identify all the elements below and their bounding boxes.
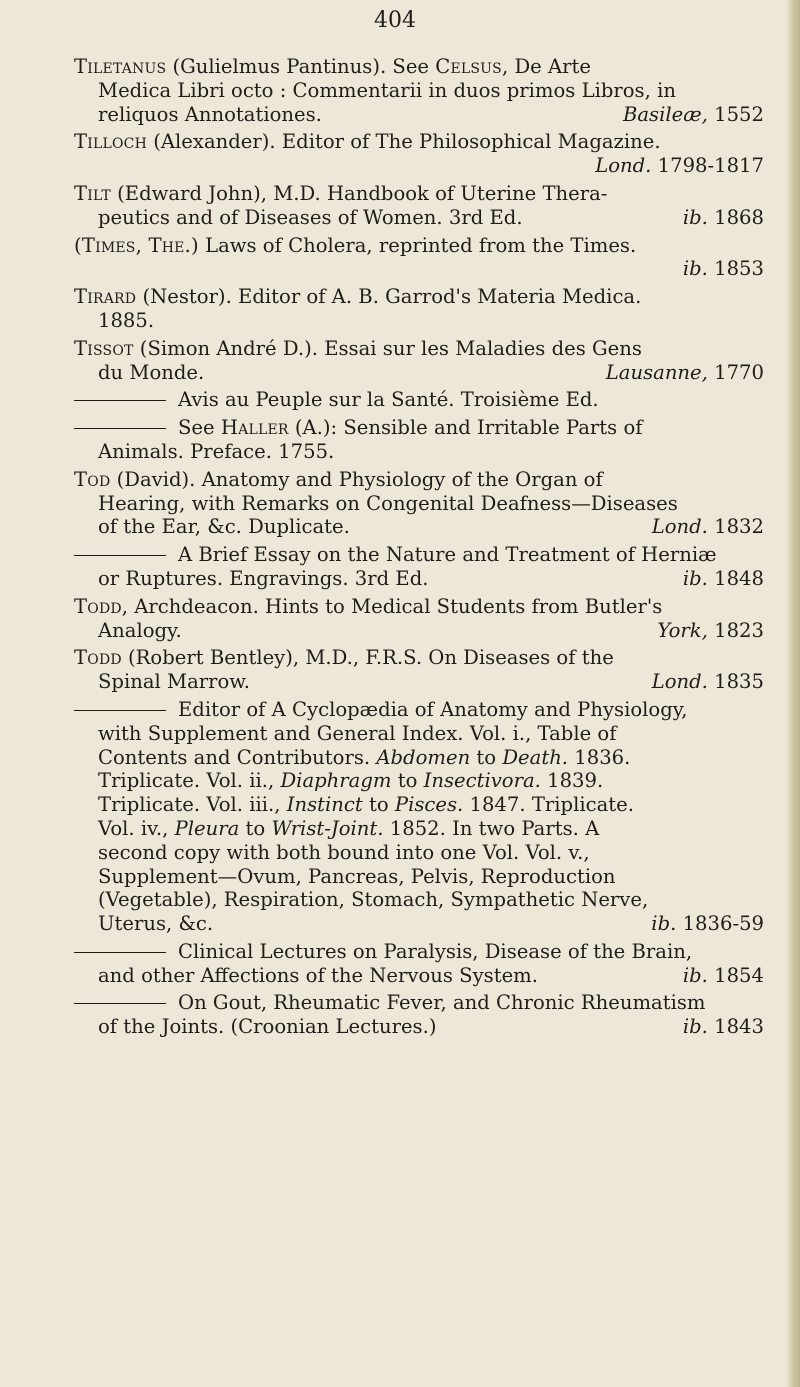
entry-todd-archdeacon [74,595,764,643]
entry-text: , [121,594,135,618]
entry-text: 1836. [574,745,631,769]
entry-head: Tod [74,467,111,491]
imprint-place: ib. [651,912,677,936]
entry-tissot-avis [74,388,764,412]
entry-text: of the Joints. (Croonian Lectures.) [98,1015,437,1039]
entry-text: 1839. [547,769,604,793]
entry-text: to [397,769,418,793]
entry-text: Abdomen [376,745,471,769]
entry-head: Todd [74,646,122,670]
entry-text: Vol. iv., [98,816,169,840]
imprint-year: 1823 [714,618,764,642]
entry-text: Laws of Cholera, reprinted from the Times. [205,233,637,257]
imprint-year: 1770 [714,360,764,384]
imprint-place: Lausanne, [605,360,708,384]
imprint-place: ib. [682,257,708,281]
entry-text: (Edward John), M.D. Handbook of Uterine Thera- [117,181,608,205]
entry-text: (Simon André D.). Essai sur les Maladies des Gens [139,336,642,360]
entry-text: Spinal Marrow. [98,670,250,694]
entry-text: Death. [502,745,569,769]
entry-text: Editor of A Cyclopædia of Anatomy and Physiology, [178,697,688,721]
entry-head: Tilt [74,181,111,205]
entry-head: Tiletanus [74,55,167,78]
entry-text: to [245,816,266,840]
entry-text: (David). Anatomy and Physiology of the Organ of [116,467,603,491]
ditto-dash [74,952,166,953]
entry-text: Analogy. [98,618,182,642]
imprint-year: 1836-59 [682,912,764,936]
entry-head: Tilloch [74,130,147,154]
entry-todd-gout [74,991,764,1039]
entry-tilloch [74,130,764,178]
entry-tod [74,468,764,539]
entry-text: (Alexander). Editor of The Philosophical Magazine. [153,130,661,154]
entry-text: peutics and of Diseases of Women. 3rd Ed. [98,205,523,229]
entry-text: and other Affections of the Nervous System. [98,963,538,987]
ditto-dash [74,555,166,556]
entry-text: Pisces. [394,793,464,817]
imprint-year: 1848 [714,566,764,590]
imprint-place: Lond. [651,515,708,539]
entry-tod-hernia [74,543,764,591]
entry-head: Tirard [74,285,137,309]
entry-text: Hearing, with Remarks on Congenital Deafness—Diseases [98,491,678,515]
imprint-year: 1854 [714,963,764,987]
imprint-place: ib. [682,963,708,987]
entry-times [74,234,764,282]
entry-text: Animals. Preface. 1755. [98,439,335,463]
imprint-place: ib. [682,1015,708,1039]
page-number: 404 [374,8,416,33]
imprint-place: Basileæ, [622,102,708,126]
entry-text: with Supplement and General Index. Vol. i., Table of [98,721,617,745]
ditto-dash [74,710,166,711]
entry-text: to [369,793,389,817]
entry-tissot [74,337,764,385]
entry-text: Supplement—Ovum, Pancreas, Pelvis, Reproduction [98,864,616,888]
entry-text: 1847. Triplicate. [469,793,634,817]
entry-tilt [74,182,764,230]
imprint-year: 1868 [714,205,764,229]
entry-text: 1885. [98,308,155,332]
imprint-year: 1853 [714,257,764,281]
entry-text: On Gout, Rheumatic Fever, and Chronic Rheumatism [178,991,706,1015]
entry-text: Pleura [174,816,240,840]
entry-text: 1852. In two Parts. A [389,816,600,840]
entry-text: , [501,55,515,78]
entry-tirard [74,285,764,333]
entry-tissot-haller [74,416,764,464]
entry-text: A Brief Essay on the Nature and Treatment of Herniæ [178,543,717,567]
imprint-place: York, [657,618,708,642]
entry-text: Triplicate. Vol. iii., [98,793,281,817]
ditto-dash [74,1003,166,1004]
entry-text: Diaphragm [280,769,392,793]
imprint-year: 1552 [714,102,764,126]
page-edge-shadow [786,0,800,1387]
entry-text: (A.): Sensible and Irritable Parts of [294,416,643,440]
bibliography-entries [74,55,764,1043]
entry-text: Triplicate. Vol. ii., [98,769,275,793]
entry-text: See [178,416,215,440]
entry-text: second copy with both bound into one Vol. Vol. v., [98,840,590,864]
imprint-year: 1835 [714,670,764,694]
entry-text: Insectivora. [423,769,541,793]
entry-text: Uterus, &c. [98,912,214,936]
entry-text: Avis au Peuple sur la Santé. Troisième Ed. [178,388,599,412]
cross-reference: Celsus [435,55,502,78]
entry-todd-cyclopaedia [74,698,764,936]
entry-text: (Nestor). Editor of A. B. Garrod's Materia Medica. [142,285,642,309]
entry-text: Archdeacon. Hints to Medical Students from Butler's [134,594,663,618]
imprint-place: ib. [682,566,708,590]
entry-tiletanus [74,55,764,126]
imprint-place: Lond. [651,670,708,694]
entry-todd-clinical [74,940,764,988]
cross-reference: Haller [220,416,289,440]
entry-text: Contents and Contributors. [98,745,371,769]
entry-head: (Times, The.) [74,233,199,257]
entry-text: to [476,745,497,769]
entry-text: De Arte [514,55,591,78]
ditto-dash [74,400,166,401]
imprint-year: 1843 [714,1015,764,1039]
entry-text: reliquos Annotationes. [98,102,322,126]
entry-text: Clinical Lectures on Paralysis, Disease of the Brain, [178,939,693,963]
imprint-year: 1798-1817 [657,154,764,178]
imprint-place: ib. [682,205,708,229]
entry-text: (Vegetable), Respiration, Stomach, Sympathetic Nerve, [98,888,649,912]
imprint-place: Lond. [595,154,652,178]
entry-head: Todd [74,594,122,618]
entry-text: Instinct [286,793,363,817]
entry-text: of the Ear, &c. Duplicate. [98,515,350,539]
entry-todd-robert [74,646,764,694]
ditto-dash [74,428,166,429]
entry-head: Tissot [74,336,134,360]
entry-text: Medica Libri octo : Commentarii in duos primos Libros, in [98,78,676,102]
entry-text: (Robert Bentley), M.D., F.R.S. On Diseases of the [128,646,614,670]
entry-text: or Ruptures. Engravings. 3rd Ed. [98,566,429,590]
entry-text: Wrist-Joint. [271,816,384,840]
imprint-year: 1832 [714,515,764,539]
entry-text: du Monde. [98,360,205,384]
entry-text: (Gulielmus Pantinus). See [172,55,430,78]
